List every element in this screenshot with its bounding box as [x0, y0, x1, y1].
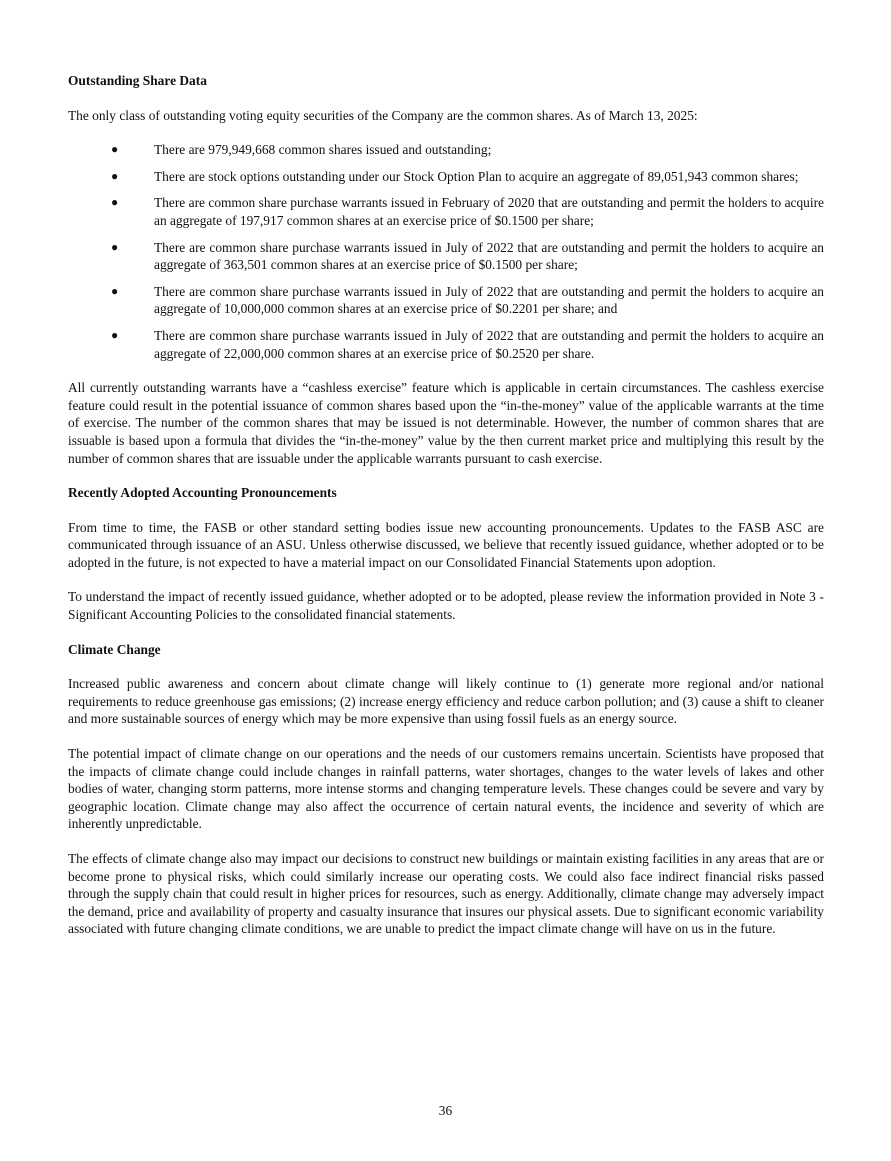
bullet-text: There are stock options outstanding under our Stock Option Plan to acquire an aggregate of 89,051,943 common shares; [154, 168, 799, 184]
share-data-bullet-list [68, 141, 824, 362]
bullet-icon: ● [111, 195, 119, 210]
climate-paragraph: The potential impact of climate change on our operations and the needs of our customers remains uncertain. Scientists have proposed that the impacts of climate change could include changes in rainfall patterns, water shortages, changes to the water levels of lakes and other bodies of water, changing storm patterns, more intense storms and changing temperature levels. These changes could be severe and vary by geographic location. Climate change may also affect the occurrence of certain natural events, the incidence and severity of which are inherently unpredictable. [68, 746, 824, 832]
climate-paragraph: Increased public awareness and concern about climate change will likely continue to (1) generate more regional and/or national requirements to reduce greenhouse gas emissions; (2) increase energy efficiency and reduce carbon pollution; and (3) cause a shift to cleaner and more sustainable sources of energy which may be more expensive than using fossil fuels as an energy source. [68, 676, 824, 727]
bullet-icon: ● [111, 327, 119, 342]
bullet-item [68, 239, 824, 274]
accounting-paragraph: To understand the impact of recently issued guidance, whether adopted or to be adopted, please review the information provided in Note 3 - Significant Accounting Policies to the consolidated financial statements. [68, 589, 824, 623]
bullet-icon: ● [111, 142, 119, 157]
section-heading-share-data: Outstanding Share Data [68, 73, 207, 88]
bullet-text: There are common share purchase warrants issued in July of 2022 that are outstanding and permit the holders to acquire an aggregate of 363,501 common shares at an exercise price of $0.1500 per share; [154, 239, 824, 273]
bullet-icon: ● [111, 283, 119, 298]
bullet-text: There are 979,949,668 common shares issued and outstanding; [154, 142, 492, 158]
section-heading-climate: Climate Change [68, 641, 161, 657]
warrants-paragraph: All currently outstanding warrants have a “cashless exercise” feature which is applicable in certain circumstances. The cashless exercise feature could result in the potential issuance of common shares based upon the “in-the-money” value of the applicable warrants at the time of exercise. The number of the common shares that may be issued is not determinable. However, the number of common shares that are issuable is based upon a formula that divides the “in-the-money” value by the then current market price and multiplying this result by the number of common shares that are issuable under the applicable warrants pursuant to cash exercise. [68, 380, 824, 466]
accounting-paragraph: From time to time, the FASB or other standard setting bodies issue new accounting pronouncements. Updates to the FASB ASC are communicated through issuance of an ASU. Unless otherwise discussed, we believe that recently issued guidance, whether adopted or to be adopted in the future, is not expected to have a material impact on our Consolidated Financial Statements upon adoption. [68, 519, 824, 570]
climate-paragraph: The effects of climate change also may impact our decisions to construct new buildings or maintain existing facilities in any areas that are or become prone to physical risks, which could similarly increase our operating costs. We could also face indirect financial risks passed through the supply chain that could result in higher prices for resources, such as energy. Additionally, climate change may adversely impact the demand, price and availability of property and casualty insurance that insures our physical assets. Due to significant economic variability associated with future changing climate conditions, we are unable to predict the impact climate change will have on us in the future. [68, 851, 824, 937]
bullet-text: There are common share purchase warrants issued in July of 2022 that are outstanding and permit the holders to acquire an aggregate of 22,000,000 common shares at an exercise price of $0.2520 per share. [154, 327, 824, 361]
bullet-item [68, 141, 824, 159]
bullet-item [68, 168, 824, 186]
bullet-item [68, 194, 824, 229]
bullet-icon: ● [111, 168, 119, 183]
bullet-item [68, 283, 824, 318]
share-data-intro: The only class of outstanding voting equity securities of the Company are the common shares. As of March 13, 2025: [68, 107, 698, 123]
document-page [68, 72, 824, 955]
bullet-text: There are common share purchase warrants issued in July of 2022 that are outstanding and permit the holders to acquire an aggregate of 10,000,000 common shares at an exercise price of $0.2201 per share; and [154, 283, 824, 317]
section-heading-accounting: Recently Adopted Accounting Pronouncements [68, 485, 337, 501]
page-number: 36 [438, 1103, 453, 1118]
bullet-icon: ● [111, 239, 119, 254]
bullet-text: There are common share purchase warrants issued in February of 2020 that are outstanding and permit the holders to acquire an aggregate of 197,917 common shares at an exercise price of $0.1500 per share; [154, 195, 824, 228]
bullet-item [68, 327, 824, 362]
